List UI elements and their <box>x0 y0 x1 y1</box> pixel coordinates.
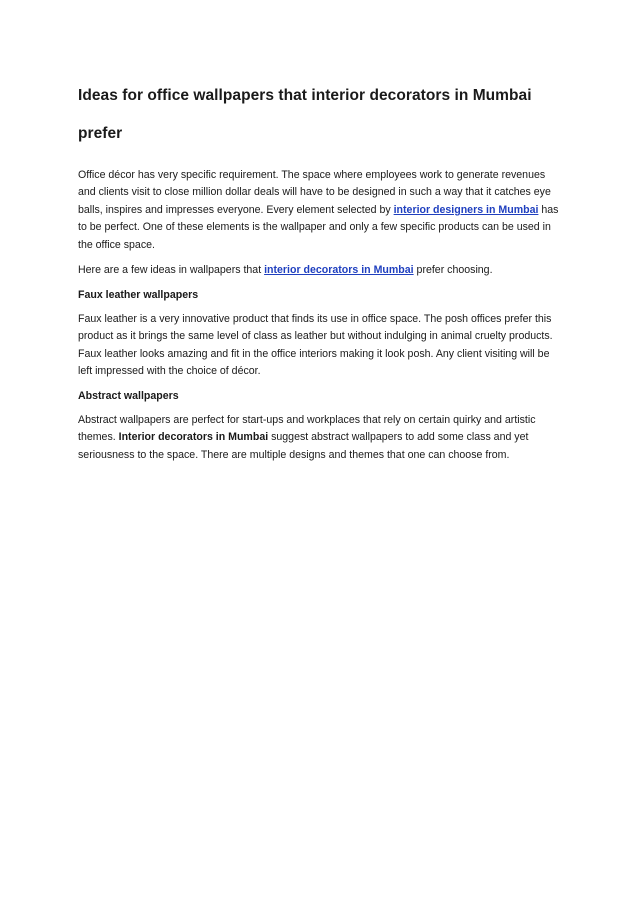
paragraph-intro <box>78 167 564 254</box>
paragraph-intro-text-end: has to be perfect. One of these elements is the wallpaper and only a few specific products can be used in the office space. <box>78 203 559 251</box>
paragraph-intro-text-start: Office décor has very specific requirement. The space where employees work to generate revenues and clients visit to close million dollar deals will have to be designed in such a way that it catches eye balls, inspires and impresses everyone. Every element selected by <box>78 169 551 216</box>
paragraph-ideas-text-end: prefer choosing. <box>413 264 493 277</box>
paragraph-ideas-text-start: Here are a few ideas in wallpapers that <box>78 264 265 277</box>
document-page <box>78 86 564 472</box>
document-body <box>78 167 564 464</box>
paragraph-ideas <box>78 262 564 279</box>
paragraph-abstract <box>78 412 564 464</box>
heading-abstract: Abstract wallpapers <box>78 390 179 403</box>
document-title-line-2: prefer <box>78 125 123 142</box>
bold-interior-decorators-mumbai: Interior decorators in Mumbai <box>118 431 269 444</box>
paragraph-abstract-text-start: Abstract wallpapers are perfect for start-ups and workplaces that rely on certain quirky and artistic themes. <box>78 413 536 444</box>
link-interior-designers-mumbai[interactable]: interior designers in Mumbai <box>393 203 539 216</box>
heading-faux-leather: Faux leather wallpapers <box>78 289 199 302</box>
paragraph-faux-leather: Faux leather is a very innovative product that finds its use in office space. The posh offices prefer this product as it brings the same level of class as leather but without indulging in animal cruelty products. Faux leather looks amazing and fit in the office interiors making it look posh. Any client visiting will be left impressed with the choice of décor. <box>78 312 553 378</box>
link-interior-decorators-mumbai[interactable]: interior decorators in Mumbai <box>264 264 414 277</box>
document-title-line-1: Ideas for office wallpapers that interior decorators in Mumbai <box>78 87 532 104</box>
paragraph-abstract-text-end: suggest abstract wallpapers to add some class and yet seriousness to the space. There are multiple designs and themes that one can choose from. <box>78 431 529 461</box>
